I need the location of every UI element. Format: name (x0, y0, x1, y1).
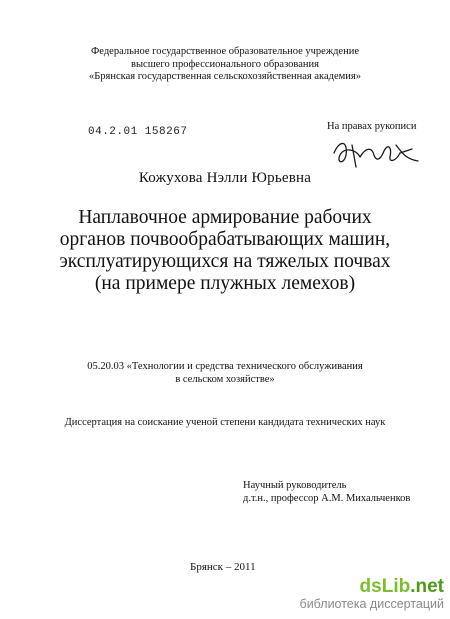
dslib-watermark (268, 577, 444, 612)
title-line-3: эксплуатирующихся на тяжелых почвах (59, 251, 391, 272)
registry-number: 04.2.01 158267 (88, 126, 188, 138)
institution-line-2: высшего профессионального образования (131, 58, 319, 70)
watermark-subtitle: библиотека диссертаций (299, 597, 444, 611)
institution-line-1: Федеральное государственное образовательное учреждение (91, 46, 359, 57)
title-line-2: органов почвообрабатывающих машин, (59, 229, 391, 250)
rights-note: На правах рукописи (327, 121, 417, 132)
title-line-4: (на примере плужных лемехов) (94, 273, 356, 294)
dissertation-title (0, 207, 450, 295)
institution-line-3: «Брянская государственная сельскохозяйственная академия» (89, 71, 361, 82)
specialty-block (0, 360, 450, 386)
city-year: Брянск – 2011 (190, 561, 256, 573)
title-line-1: Наплавочное армирование рабочих (78, 207, 372, 228)
degree-line: Диссертация на соискание ученой степени кандидата технических наук (64, 417, 386, 428)
logo-part-1: dsLib (359, 576, 411, 597)
specialty-line-2: в сельском хозяйстве» (175, 374, 275, 385)
dslib-logo (268, 577, 444, 597)
institution-block (0, 46, 450, 84)
specialty-line-1: 05.20.03 «Технологии и средства технического обслуживания (87, 361, 363, 372)
advisor-name: д.т.н., профессор А.М. Михальченков (243, 493, 411, 504)
advisor-label: Научный руководитель (243, 480, 347, 491)
advisor-block (243, 479, 410, 505)
author-name: Кожухова Нэлли Юрьевна (138, 170, 312, 186)
signature-icon (326, 133, 426, 173)
logo-part-2: .net (410, 576, 444, 597)
